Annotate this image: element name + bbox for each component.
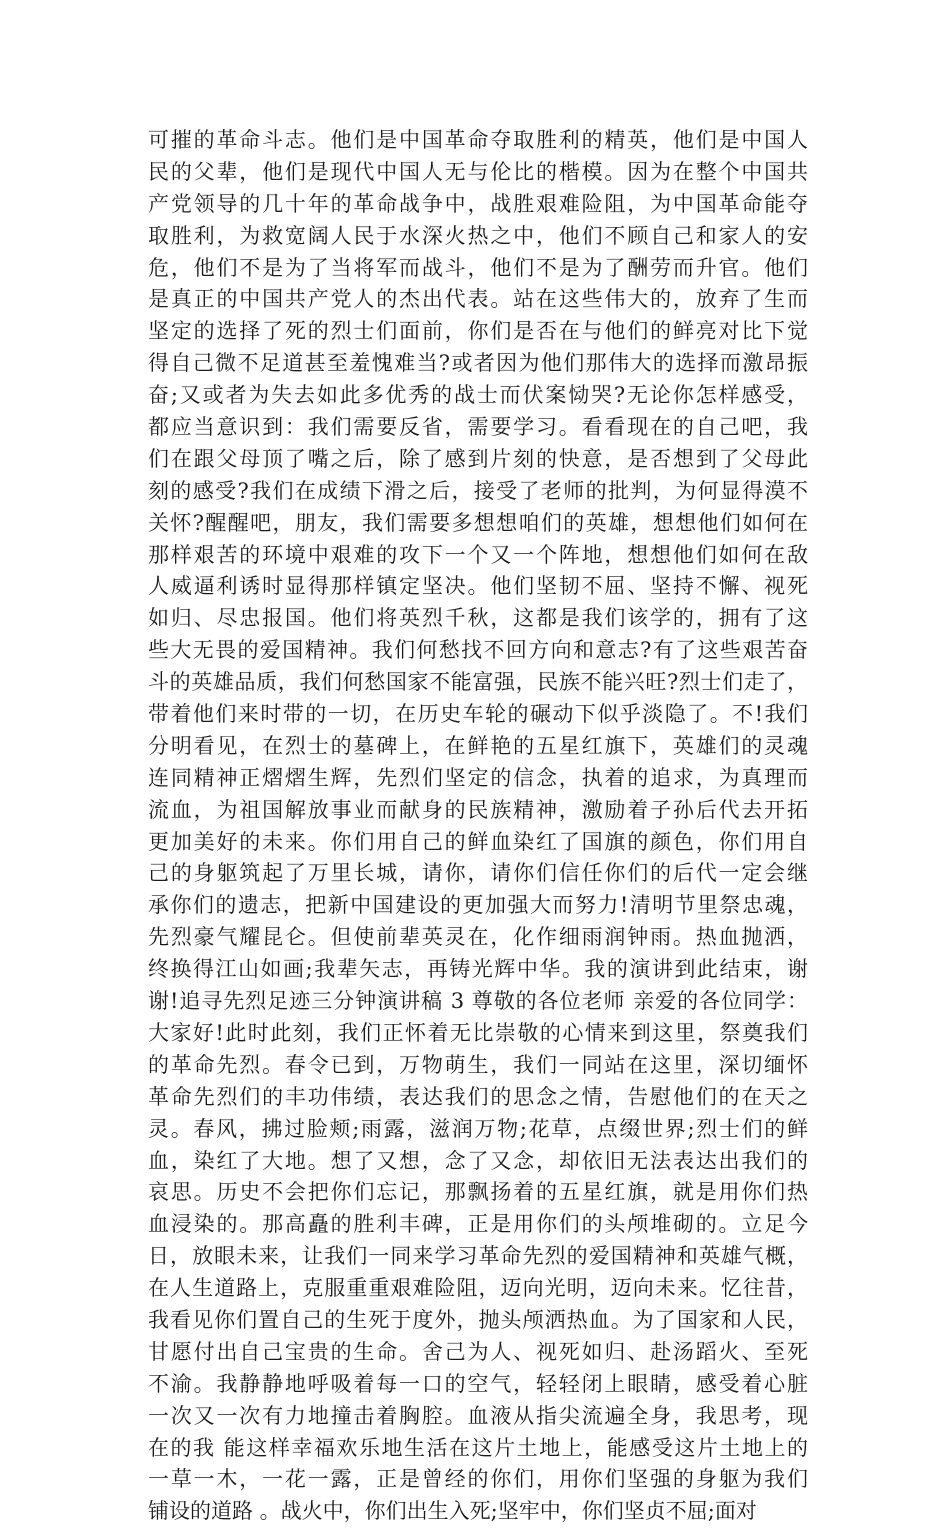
text-line: 先烈豪气耀昆仑。但使前辈英灵在，化作细雨润钟雨。热血抛洒， (148, 925, 808, 950)
text-line: 哀思。历史不会把你们忘记，那飘扬着的五星红旗，就是用你们热 (148, 1180, 808, 1205)
text-line: 谢!追寻先烈足迹三分钟演讲稿 3 尊敬的各位老师 亲爱的各位同学： (148, 989, 808, 1014)
text-line: 连同精神正熠熠生辉，先烈们坚定的信念，执着的追求，为真理而 (148, 765, 808, 790)
text-line: 那样艰苦的环境中艰难的攻下一个又一个阵地，想想他们如何在敌 (148, 542, 808, 567)
text-line: 的革命先烈。春令已到，万物萌生，我们一同站在这里，深切缅怀 (148, 1052, 808, 1077)
text-line: 甘愿付出自己宝贵的生命。舍己为人、视死如归、赴汤蹈火、至死 (148, 1339, 808, 1364)
text-line: 在的我 能这样幸福欢乐地生活在这片土地上，能感受这片土地上的 (148, 1435, 808, 1460)
text-line: 铺设的道路 。战火中，你们出生入死;坚牢中，你们坚贞不屈;面对 (148, 1499, 757, 1524)
text-line: 些大无畏的爱国精神。我们何愁找不回方向和意志?有了这些艰苦奋 (148, 638, 808, 663)
text-line: 们在跟父母顶了嘴之后，除了感到片刻的快意，是否想到了父母此 (148, 446, 808, 471)
text-line: 如归、尽忠报国。他们将英烈千秋，这都是我们该学的，拥有了这 (148, 606, 808, 631)
text-line: 民的父辈，他们是现代中国人无与伦比的楷模。因为在整个中国共 (148, 159, 808, 184)
text-line: 刻的感受?我们在成绩下滑之后，接受了老师的批判，为何显得漠不 (148, 478, 808, 503)
text-line: 血浸染的。那高矗的胜利丰碑，正是用你们的头颅堆砌的。立足今 (148, 1212, 808, 1237)
text-line: 一次又一次有力地撞击着胸腔。血液从指尖流遍全身，我思考，现 (148, 1403, 808, 1428)
text-line: 更加美好的未来。你们用自己的鲜血染红了国旗的颜色，你们用自 (148, 829, 808, 854)
text-line: 可摧的革命斗志。他们是中国革命夺取胜利的精英，他们是中国人 (148, 128, 808, 152)
text-line: 在人生道路上，克服重重艰难险阻，迈向光明，迈向未来。忆往昔， (148, 1276, 808, 1301)
speech-text-block (148, 125, 808, 1528)
text-line: 血，染红了大地。想了又想，念了又念，却依旧无法表达出我们的 (148, 1148, 808, 1173)
text-line: 承你们的遗志，把新中国建设的更加强大而努力!清明节里祭忠魂， (148, 893, 808, 918)
text-line: 日，放眼未来，让我们一同来学习革命先烈的爱国精神和英雄气概， (148, 1244, 808, 1269)
text-line: 得自己微不足道甚至羞愧难当?或者因为他们那伟大的选择而激昂振 (148, 351, 808, 376)
text-line: 大家好!此时此刻，我们正怀着无比崇敬的心情来到这里，祭奠我们 (148, 1020, 808, 1045)
text-line: 斗的英雄品质，我们何愁国家不能富强，民族不能兴旺?烈士们走了， (148, 670, 808, 695)
text-line: 带着他们来时带的一切，在历史车轮的碾动下似乎淡隐了。不!我们 (148, 702, 808, 727)
text-line: 分明看见，在烈士的墓碑上，在鲜艳的五星红旗下，英雄们的灵魂 (148, 733, 808, 758)
text-line: 是真正的中国共产党人的杰出代表。站在这些伟大的，放弃了生而 (148, 287, 808, 312)
text-line: 都应当意识到：我们需要反省，需要学习。看看现在的自己吧，我 (148, 415, 808, 440)
text-line: 坚定的选择了死的烈士们面前，你们是否在与他们的鲜亮对比下觉 (148, 319, 808, 344)
text-line: 我看见你们置自己的生死于度外，抛头颅洒热血。为了国家和人民， (148, 1307, 808, 1332)
text-line: 终换得江山如画;我辈矢志，再铸光辉中华。我的演讲到此结束，谢 (148, 957, 808, 982)
text-line: 人威逼利诱时显得那样镇定坚决。他们坚韧不屈、坚持不懈、视死 (148, 574, 808, 599)
text-line: 革命先烈们的丰功伟绩，表达我们的思念之情，告慰他们的在天之 (148, 1084, 808, 1109)
text-line: 流血，为祖国解放事业而献身的民族精神，激励着子孙后代去开拓 (148, 797, 808, 822)
text-line: 不渝。我静静地呼吸着每一口的空气，轻轻闭上眼睛，感受着心脏 (148, 1371, 808, 1396)
text-line: 一草一木，一花一露，正是曾经的你们，用你们坚强的身躯为我们 (148, 1467, 808, 1492)
text-line: 己的身躯筑起了万里长城，请你，请你们信任你们的后代一定会继 (148, 861, 808, 886)
text-line: 取胜利，为救宽阔人民于水深火热之中，他们不顾自己和家人的安 (148, 223, 808, 248)
text-line: 灵。春风，拂过脸颊;雨露，滋润万物;花草，点缀世界;烈士们的鲜 (148, 1116, 808, 1141)
text-line: 危，他们不是为了当将军而战斗，他们不是为了酬劳而升官。他们 (148, 255, 808, 280)
text-line: 关怀?醒醒吧，朋友，我们需要多想想咱们的英雄，想想他们如何在 (148, 510, 808, 535)
text-line: 奋;又或者为失去如此多优秀的战士而伏案恸哭?无论你怎样感受， (148, 383, 808, 408)
text-line: 产党领导的几十年的革命战争中，战胜艰难险阻，为中国革命能夺 (148, 191, 808, 216)
